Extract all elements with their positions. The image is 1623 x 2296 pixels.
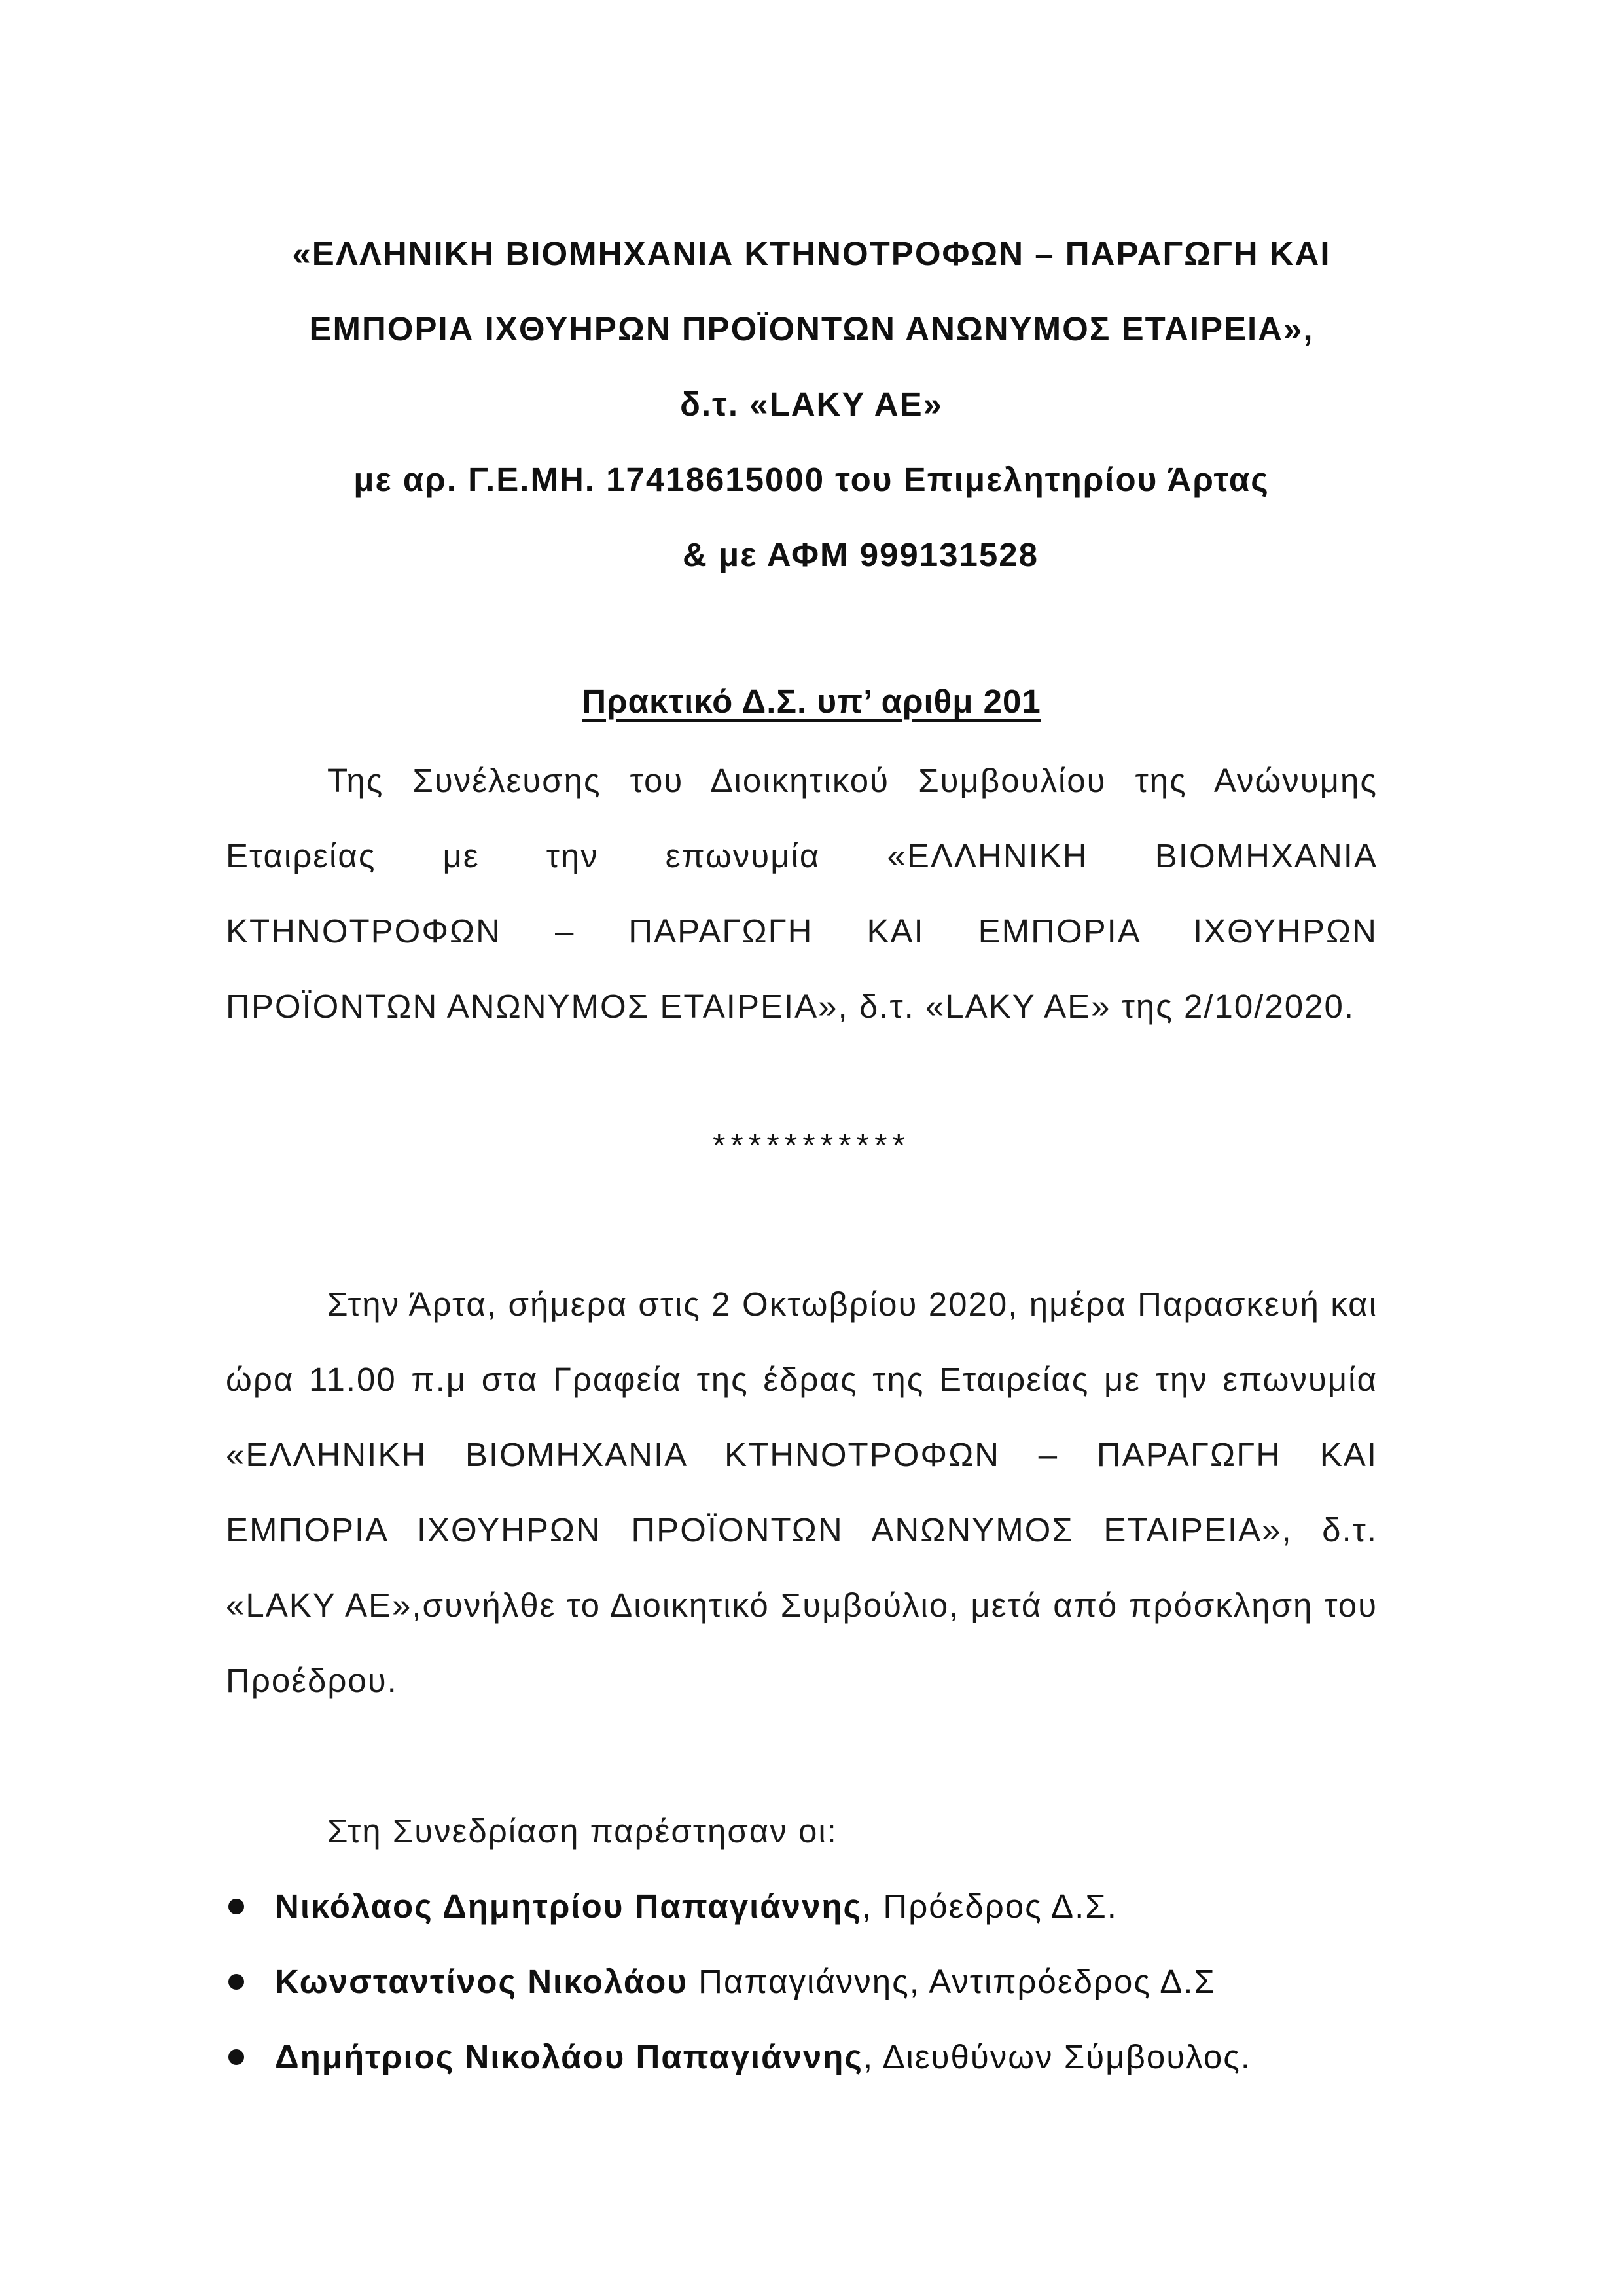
header-line-trade-name: δ.τ. «LAKY AE»	[680, 386, 943, 423]
header-line-company-name-1: «ΕΛΛΗΝΙΚΗ ΒΙΟΜΗΧΑΝΙΑ ΚΤΗΝΟΤΡΟΦΩΝ – ΠΑΡΑΓΩΓΗ ΚΑΙ	[292, 235, 1331, 272]
bullet-icon	[228, 1974, 244, 1990]
attendee-role: , Διευθύνων Σύμβουλος.	[863, 2038, 1251, 2075]
header-line-gemi-number: με αρ. Γ.Ε.ΜΗ. 17418615000 του Επιμελητηρίου Άρτας	[353, 461, 1270, 498]
list-item	[226, 2019, 1391, 2094]
attendee-list	[226, 1869, 1391, 2094]
attendee-name: Κωνσταντίνος Νικολάου	[275, 1963, 688, 2000]
header-line-company-name-2: ΕΜΠΟΡΙΑ ΙΧΘΥΗΡΩΝ ΠΡΟΪΟΝΤΩΝ ΑΝΩΝΥΜΟΣ ΕΤΑΙΡΕΙΑ»,	[309, 310, 1314, 348]
intro-paragraph: Της Συνέλευσης του Διοικητικού Συμβουλίου της Ανώνυμης Εταιρείας με την επωνυμία «ΕΛΛΗΝΙΚΗ ΒΙΟΜΗΧΑΝΙΑ ΚΤΗΝΟΤΡΟΦΩΝ – ΠΑΡΑΓΩΓΗ ΚΑΙ ΕΜΠΟΡΙΑ ΙΧΘΥΗΡΩΝ ΠΡΟΪΟΝΤΩΝ ΑΝΩΝΥΜΟΣ ΕΤΑΙΡΕΙΑ», δ.τ. «LAKY AE» της 2/10/2020.	[226, 762, 1378, 1025]
bullet-icon	[228, 1899, 244, 1914]
separator-stars: ***********	[712, 1127, 911, 1164]
minutes-title: Πρακτικό Δ.Σ. υπ’ αριθμ 201	[582, 683, 1041, 720]
list-item	[226, 1944, 1391, 2019]
attendee-name: Δημήτριος Νικολάου Παπαγιάννης	[275, 2038, 863, 2075]
attendance-intro: Στη Συνεδρίαση παρέστησαν οι:	[327, 1812, 838, 1850]
attendee-role: Παπαγιάννης, Αντιπρόεδρος Δ.Σ	[688, 1963, 1217, 2000]
meeting-paragraph: Στην Άρτα, σήμερα στις 2 Οκτωβρίου 2020, ημέρα Παρασκευή και ώρα 11.00 π.μ στα Γραφεία της έδρας της Εταιρείας με την επωνυμία «ΕΛΛΗΝΙΚΗ ΒΙΟΜΗΧΑΝΙΑ ΚΤΗΝΟΤΡΟΦΩΝ – ΠΑΡΑΓΩΓΗ ΚΑΙ ΕΜΠΟΡΙΑ ΙΧΘΥΗΡΩΝ ΠΡΟΪΟΝΤΩΝ ΑΝΩΝΥΜΟΣ ΕΤΑΙΡΕΙΑ», δ.τ. «LAKY AE»,συνήλθε το Διοικητικό Συμβούλιο, μετά από πρόσκληση του Προέδρου.	[226, 1285, 1378, 1699]
company-header	[196, 216, 1427, 592]
attendee-role: , Πρόεδρος Δ.Σ.	[862, 1888, 1118, 1925]
attendee-name: Νικόλαος Δημητρίου Παπαγιάννης	[275, 1888, 863, 1925]
header-line-tax-id: & με ΑΦΜ 999131528	[683, 536, 1039, 573]
bullet-icon	[228, 2049, 244, 2065]
list-item	[226, 1869, 1391, 1944]
